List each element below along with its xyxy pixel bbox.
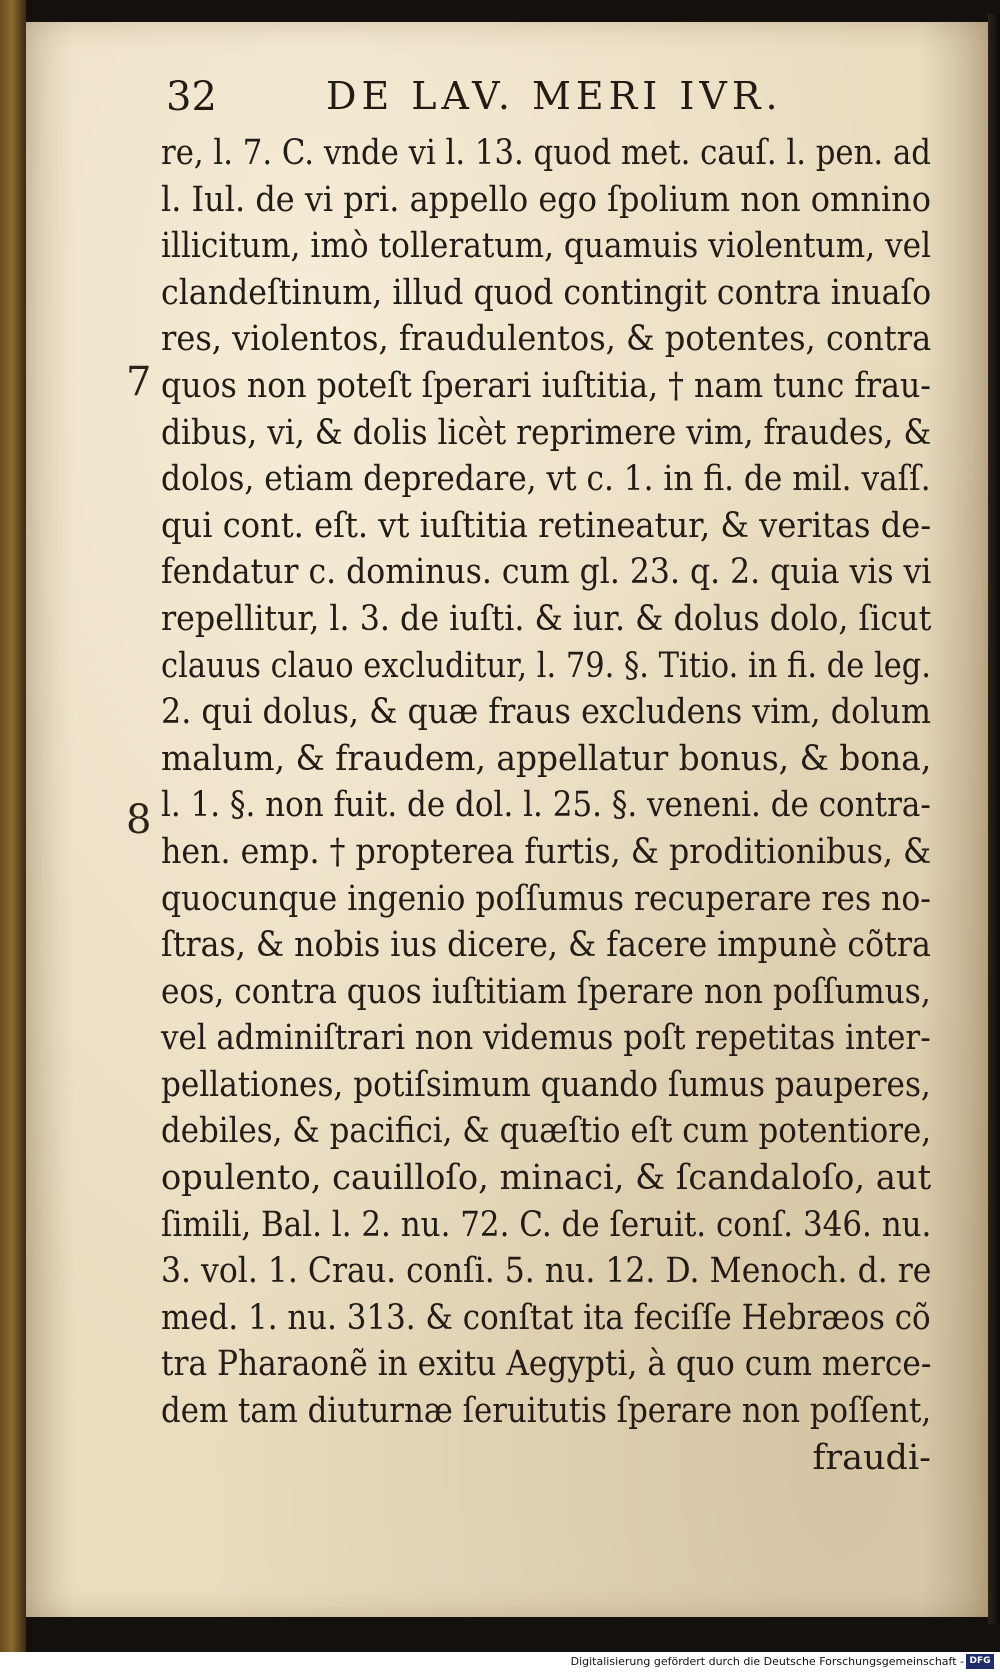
text-line: clandeſtinum, illud quod contingit contra inuaſo [161,272,932,313]
text-line: quocunque ingenio poſſumus recuperare res no- [161,878,931,919]
text-line: illicitum, imò tolleratum, quamuis violentum, vel [161,226,932,267]
text-line: ſtras, & nobis ius dicere, & facere impunè cõtra [161,925,931,966]
digitization-footer [0,1652,1000,1672]
text-line: vel adminiſtrari non videmus poſt repetitas inter- [161,1018,931,1059]
text-line: 3. vol. 1. Crau. conſi. 5. nu. 12. D. Menoch. d. re [161,1251,932,1292]
text-line: med. 1. nu. 313. & conſtat ita feciſſe Hebræos cõ [161,1297,931,1338]
text-line: repellitur, l. 3. de iuſti. & iur. & dolus dolo, ſicut [161,598,932,639]
dfg-logo-icon: DFG [966,1654,994,1669]
text-line: re, l. 7. C. vnde vi l. 13. quod met. cauſ. l. pen. ad [161,133,931,173]
running-head: DE LAV. MERI IVR. [326,74,783,118]
text-line: malum, & fraudem, appellatur bonus, & bona, [161,738,932,779]
text-line: eos, contra quos iuſtitiam ſperare non poſſumus, [161,971,931,1012]
text-line: dolos, etiam depredare, vt c. 1. in fi. de mil. vaſſ. [161,459,931,500]
text-line: dem tam diuturnæ ſeruitutis ſperare non poſſent, [161,1391,932,1432]
text-line: dibus, vi, & dolis licèt reprimere vim, fraudes, & [161,412,932,453]
text-line: opulento, cauilloſo, minaci, & ſcandaloſo, aut [161,1158,932,1199]
text-line: qui cont. eſt. vt iuſtitia retineatur, & veritas de- [161,505,932,546]
text-line: 2. qui dolus, & quæ fraus excludens vim, dolum [161,692,931,733]
text-line: l. Iul. de vi pri. appello ego ſpolium non omnino [161,179,932,220]
text-line: fendatur c. dominus. cum gl. 23. q. 2. quia vis vi [161,552,932,593]
text-line: quos non poteſt ſperari iuſtitia, † nam tunc frau- [161,365,931,406]
body-text [161,130,931,1481]
margin-number: 8 [126,797,152,843]
book-spine-edge [0,0,26,1652]
page-number: 32 [166,74,217,120]
page-header [166,70,826,130]
margin-number: 7 [126,359,152,405]
text-line: l. 1. §. non fuit. de dol. l. 25. §. veneni. de contra- [161,785,931,826]
text-line: pellationes, potiſsimum quando ſumus pauperes, [161,1064,931,1105]
footer-credit: Digitalisierung gefördert durch die Deutsche Forschungsgemeinschaft - [570,1655,964,1668]
text-line: res, violentos, fraudulentos, & potentes, contra [161,319,932,360]
text-line: clauus clauo excluditur, l. 79. §. Titio. in fi. de leg. [161,645,931,686]
page-edge-shadow [988,14,1000,1624]
text-line: ſimili, Bal. l. 2. nu. 72. C. de ſeruit. conſ. 346. nu. [161,1204,932,1245]
text-line: tra Pharaonẽ in exitu Aegypti, à quo cum merce- [161,1344,932,1385]
text-line: debiles, & pacifici, & quæſtio eſt cum potentiore, [161,1111,932,1152]
text-line: hen. emp. † propterea furtis, & proditionibus, & [161,831,932,872]
catchword: fraudi- [812,1437,931,1478]
